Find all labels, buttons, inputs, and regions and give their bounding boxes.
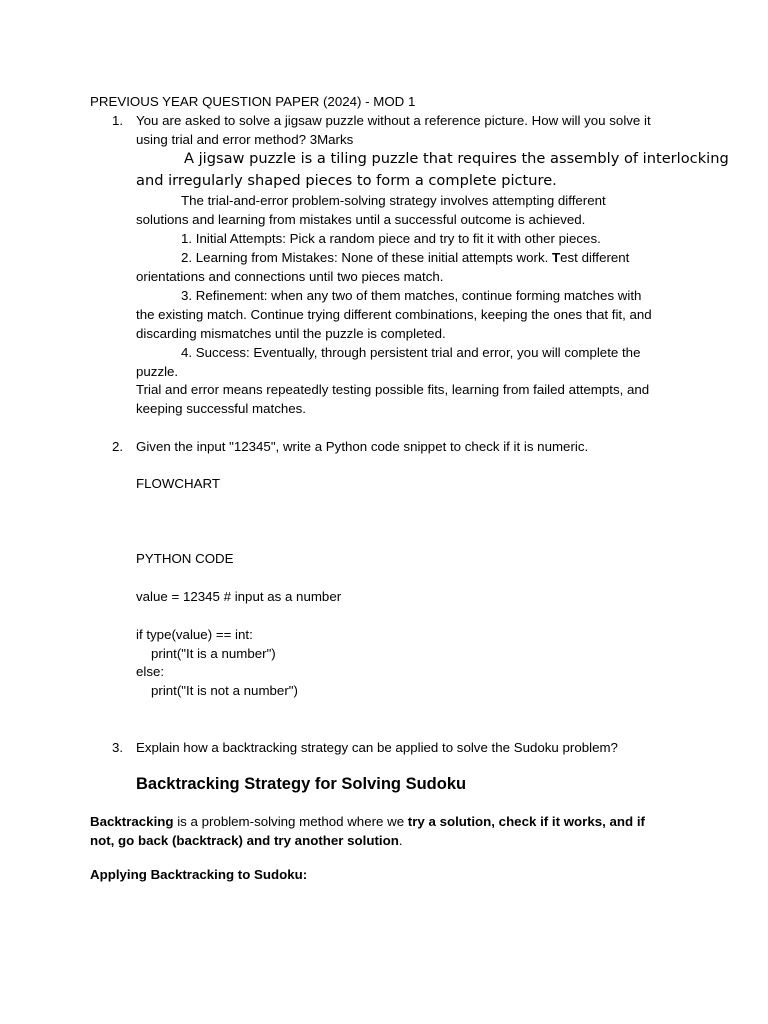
code-line-value: value = 12345 # input as a number: [136, 589, 342, 604]
q1-step4-line2: puzzle.: [136, 364, 179, 379]
q3-number: 3.: [112, 740, 124, 755]
q3-definition-line2: not, go back (backtrack) and try another solution.: [90, 833, 403, 848]
q1-question-line1: You are asked to solve a jigsaw puzzle without a reference picture. How will you solve it: [136, 113, 651, 128]
q3-heading: Backtracking Strategy for Solving Sudoku: [136, 775, 467, 793]
q1-summary-line2: keeping successful matches.: [136, 401, 306, 416]
q1-summary-line1: Trial and error means repeatedly testing possible fits, learning from failed attempts, and: [136, 382, 650, 397]
q1-definition-line2: and irregularly shaped pieces to form a complete picture.: [136, 172, 557, 189]
q2-flowchart-heading: FLOWCHART: [136, 476, 220, 491]
q1-step1: 1. Initial Attempts: Pick a random piece and try to fit it with other pieces.: [181, 231, 601, 246]
code-line-print2: print("It is not a number"): [151, 683, 298, 698]
q2-number: 2.: [112, 439, 124, 454]
code-line-else: else:: [136, 664, 165, 679]
q2-question: Given the input "12345", write a Python code snippet to check if it is numeric.: [136, 439, 589, 454]
q3-applying-heading: Applying Backtracking to Sudoku:: [90, 867, 308, 882]
q1-strategy-line2: solutions and learning from mistakes until a successful outcome is achieved.: [136, 212, 586, 227]
code-line-print1: print("It is a number"): [151, 646, 276, 661]
code-line-if: if type(value) == int:: [136, 627, 253, 642]
q3-definition-line1: Backtracking is a problem-solving method where we try a solution, check if it works, and if: [90, 814, 645, 829]
q1-step4-line1: 4. Success: Eventually, through persistent trial and error, you will complete the: [181, 345, 641, 360]
q1-step3-line3: discarding mismatches until the puzzle is completed.: [136, 326, 446, 341]
q1-step2-line2: orientations and connections until two pieces match.: [136, 269, 444, 284]
q1-step3-line2: the existing match. Continue trying different combinations, keeping the ones that fit, and: [136, 307, 652, 322]
q1-number: 1.: [112, 113, 124, 128]
q3-question: Explain how a backtracking strategy can be applied to solve the Sudoku problem?: [136, 740, 618, 755]
q1-question-line2: using trial and error method? 3Marks: [136, 132, 354, 147]
q2-python-heading: PYTHON CODE: [136, 551, 234, 566]
q1-strategy-line1: The trial-and-error problem-solving strategy involves attempting different: [181, 193, 606, 208]
q1-step2-line1: 2. Learning from Mistakes: None of these initial attempts work. Test different: [181, 250, 630, 265]
document-title: PREVIOUS YEAR QUESTION PAPER (2024) - MOD 1: [90, 94, 416, 109]
q1-definition-line1: A jigsaw puzzle is a tiling puzzle that requires the assembly of interlocking: [184, 150, 729, 167]
q1-step3-line1: 3. Refinement: when any two of them matches, continue forming matches with: [181, 288, 642, 303]
